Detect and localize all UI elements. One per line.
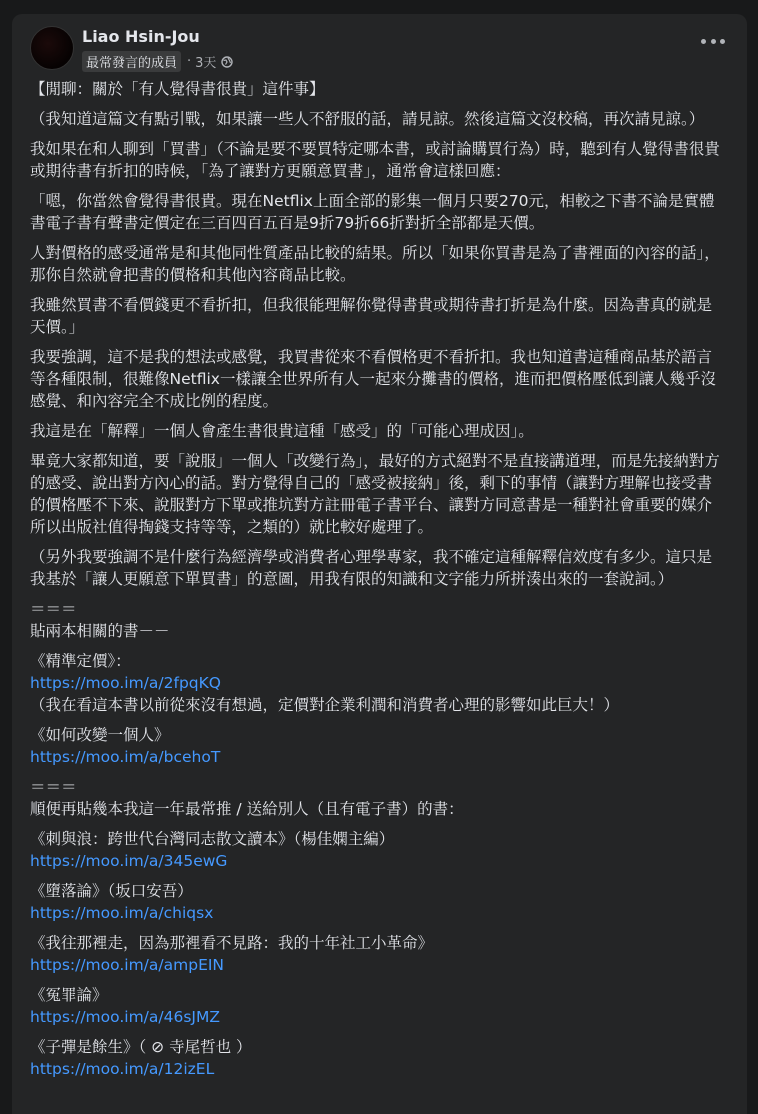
post-time[interactable]: 3天 bbox=[195, 56, 217, 71]
book-item bbox=[30, 932, 720, 976]
book-title: 《墮落論》（坂口安吾） bbox=[30, 882, 193, 900]
member-badge[interactable]: 最常發言的成員 bbox=[82, 51, 181, 72]
book-item bbox=[30, 724, 720, 768]
post-meta bbox=[82, 51, 233, 72]
post-paragraph: 我要強調，這不是我的想法或感覺，我買書從來不看價格更不看折扣。我也知道書這種商品基於語言等各種限制，很難像Netflix一樣讓全世界所有人一起來分攤書的價格，進而把價格壓低到讓人幾乎沒感覺、和內容完全不成比例的程度。 bbox=[30, 348, 716, 410]
book-note: （我在看這本書以前從來沒有想過，定價對企業利潤和消費者心理的影響如此巨大！） bbox=[30, 696, 620, 714]
book-title: 《刺與浪：跨世代台灣同志散文讀本》（楊佳嫻主編） bbox=[30, 830, 395, 848]
separator-line: ＝＝＝ bbox=[30, 600, 77, 618]
separator-line: ＝＝＝ bbox=[30, 778, 77, 796]
book-title: 《如何改變一個人》 bbox=[30, 726, 170, 744]
author-name[interactable]: Liao Hsin-Jou bbox=[82, 27, 200, 46]
book-link[interactable]: https://moo.im/a/bcehoT bbox=[30, 748, 221, 766]
post-paragraph: 畢竟大家都知道，要「說服」一個人「改變行為」，最好的方式絕對不是直接講道理，而是先接納對方的感受、說出對方內心的話。對方覺得自己的「感受被接納」後，剩下的事情（讓對方理解也接受書的價格壓不下來、說服對方下單或推坑對方註冊電子書平台、讓對方同意書是一種對社會重要的媒介所以出版社值得掏錢支持等等，之類的）就比較好處理了。 bbox=[30, 452, 720, 536]
post-paragraph: 我如果在和人聊到「買書」（不論是要不要買特定哪本書，或討論購買行為）時，聽到有人覺得書很貴或期待書有折扣的時候，「為了讓對方更願意買書」，通常會這樣回應： bbox=[30, 140, 720, 180]
book-link[interactable]: https://moo.im/a/ampEIN bbox=[30, 956, 225, 974]
related-heading: 貼兩本相關的書－－ bbox=[30, 622, 170, 640]
book-item bbox=[30, 984, 720, 1028]
avatar[interactable] bbox=[30, 26, 74, 70]
book-link[interactable]: https://moo.im/a/2fpqKQ bbox=[30, 674, 221, 692]
book-link[interactable]: https://moo.im/a/46sJMZ bbox=[30, 1008, 220, 1026]
book-title: 《冤罪論》 bbox=[30, 986, 108, 1004]
post-paragraph: （另外我要強調不是什麼行為經濟學或消費者心理學專家，我不確定這種解釋信效度有多少。這只是我基於「讓人更願意下單買書」的意圖，用我有限的知識和文字能力所拼湊出來的一套說詞。） bbox=[30, 548, 713, 588]
book-item bbox=[30, 828, 720, 872]
book-title: 《精準定價》： bbox=[30, 652, 131, 670]
book-title: 《我往那裡走，因為那裡看不見路：我的十年社工小革命》 bbox=[30, 934, 434, 952]
book-link[interactable]: https://moo.im/a/345ewG bbox=[30, 852, 228, 870]
post-paragraph: 我雖然買書不看價錢更不看折扣，但我很能理解你覺得書貴或期待書打折是為什麼。因為書真的就是天價。」 bbox=[30, 296, 713, 336]
book-item bbox=[30, 880, 720, 924]
separator-dot: · bbox=[187, 54, 192, 69]
recommend-heading: 順便再貼幾本我這一年最常推 / 送給別人（且有電子書）的書： bbox=[30, 800, 464, 818]
book-item bbox=[30, 1036, 720, 1080]
post-paragraph: 【閒聊：關於「有人覺得書很貴」這件事】 bbox=[30, 80, 325, 98]
book-link[interactable]: https://moo.im/a/12izEL bbox=[30, 1060, 215, 1078]
post-body bbox=[30, 78, 720, 1088]
post-paragraph: （我知道這篇文有點引戰，如果讓一些人不舒服的話，請見諒。然後這篇文沒校稿，再次請見諒。） bbox=[30, 110, 705, 128]
post-paragraph: 「嗯，你當然會覺得書很貴。現在Netflix上面全部的影集一個月只要270元，相較之下書不論是實體書電子書有聲書定價定在三百四百五百是9折79折66折對折全部都是天價。 bbox=[30, 192, 715, 232]
book-title: 《子彈是餘生》（ ⊘ 寺尾哲也 ） bbox=[30, 1038, 252, 1056]
globe-icon[interactable] bbox=[221, 56, 233, 68]
book-link[interactable]: https://moo.im/a/chiqsx bbox=[30, 904, 214, 922]
post-paragraph: 人對價格的感受通常是和其他同性質產品比較的結果。所以「如果你買書是為了書裡面的內容的話」，那你自然就會把書的價格和其他內容商品比較。 bbox=[30, 244, 720, 284]
more-options-icon[interactable] bbox=[701, 34, 725, 48]
post-card bbox=[12, 14, 747, 1114]
post-paragraph: 我這是在「解釋」一個人會產生書很貴這種「感受」的「可能心理成因」。 bbox=[30, 422, 534, 440]
book-item bbox=[30, 650, 720, 716]
